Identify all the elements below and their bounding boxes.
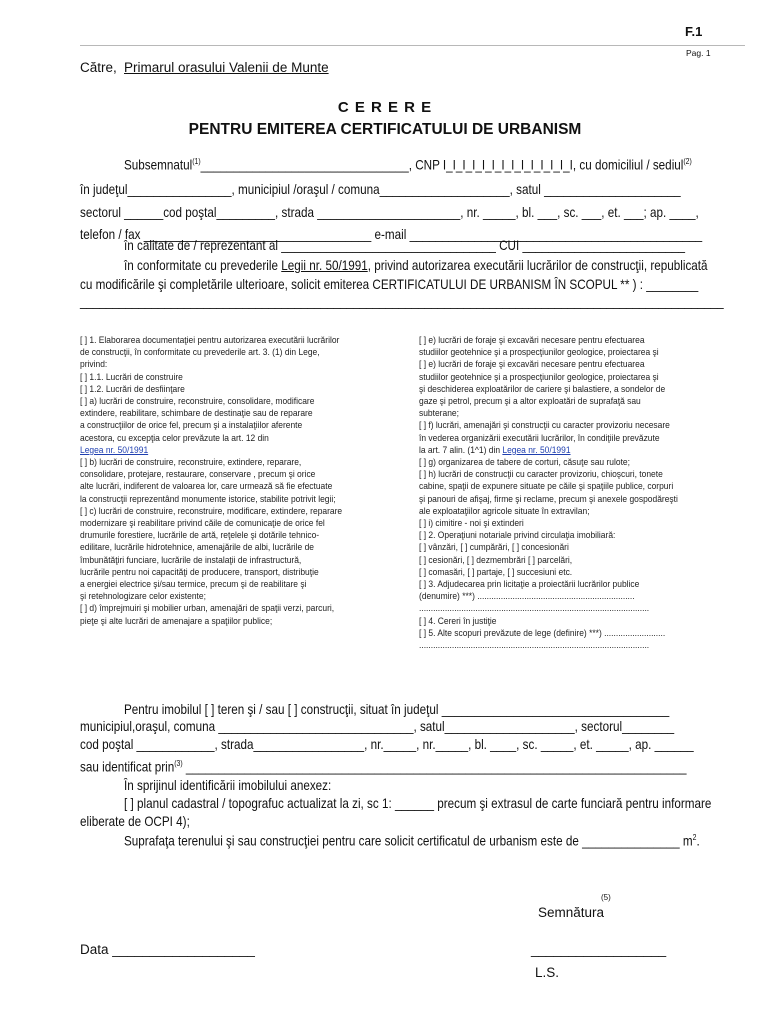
purpose-text: la art. 7 alin. (1^1) din Legea nr. 50/1991 [419,444,571,455]
applicant-line-county: în judeţul________________, municipiul /oraşul / comuna____________________, satul _____________________ [80,182,681,197]
purpose-text: şi panouri de afişaj, firme şi reclame, precum şi anexele gospodăreşti [419,493,678,504]
purpose-option[interactable]: [ ] c) lucrări de construire, reconstruire, modificare, extindere, reparare [80,505,343,516]
purpose-text: extindere, reabilitare, schimbare de destinaţie sau de reparare [80,408,313,419]
form-code: F.1 [685,24,703,39]
law-link[interactable]: Legea nr. 50/1991 [80,444,149,455]
purpose-option[interactable]: [ ] i) cimitire - noi şi extinderi [419,518,524,529]
applicant-line-representative: în calitate de / reprezentant al _________________________________ CUI _________________________ [124,238,686,253]
purpose-text: subterane; [419,408,459,419]
property-line-address: cod poştal ____________, strada_________________, nr._____, nr._____, bl. ____, sc. _____, et. _____, ap. ______ [80,737,694,752]
applicant-line-law: în conformitate cu prevederile Legii nr. 50/1991, privind autorizarea executării lucrărilor de construcţii, republicată [124,258,708,273]
purpose-text: la construcţii reprezentând monumente istorice, stabilite potrivit legii; [80,493,336,504]
law-link[interactable]: Legea nr. 50/1991 [502,444,571,455]
purpose-text: în vederea organizării executării lucrărilor, în condiţiile prevăzute [419,432,660,443]
addressee-value: Primarul orasului Valenii de Munte [124,60,329,75]
purpose-option[interactable]: [ ] comasări, [ ] partaje, [ ] succesiuni etc. [419,566,573,577]
purpose-text: (denumire) ***) ................................................................... [419,591,635,602]
purpose-text: îmbunătăţiri funciare, lucrările de instalaţii de infrastructură, [80,554,302,565]
property-line-type: Pentru imobilul [ ] teren şi / sau [ ] construcţii, situat în judeţul ___________________________________ [124,702,670,717]
addressee-label: Către, [80,60,117,75]
document-title: C E R E R E [337,99,433,116]
purpose-text: studiilor geotehnice şi a prospecţiunilor geologice, proiectarea şi [419,347,659,358]
purpose-text: acestora, cu excepţia celor prevăzute la art. 12 din [80,432,269,443]
purpose-text: lucrările pentru noi capacităţi de producere, transport, distribuţie [80,566,319,577]
purpose-text: a energiei electrice şi/sau termice, precum şi de reabilitare şi [80,579,307,590]
purpose-option[interactable]: [ ] 3. Adjudecarea prin licitaţie a proiectării lucrărilor publice [419,579,640,590]
purpose-option[interactable]: [ ] e) lucrări de foraje şi excavări necesare pentru efectuarea [419,359,645,370]
purpose-text: modernizare şi reabilitare privind căile de comunicaţie de orice fel [80,518,325,529]
purpose-text: cabine, spaţii de expunere situate pe căile şi spaţiile publice, corpuri [419,481,674,492]
purpose-text: şi retehnologizare celor existente; [80,591,206,602]
purpose-column-right [419,334,678,651]
page-number: Pag. 1 [686,48,711,58]
purpose-text: gaze şi petrol, precum şi a altor exploatări de suprafaţă sau [419,396,641,407]
purpose-option[interactable]: [ ] 4. Cereri în justiţie [419,615,497,626]
purpose-option[interactable]: [ ] 1. Elaborarea documentaţiei pentru autorizarea executării lucrărilor [80,335,340,345]
law-link[interactable]: Legii nr. 50/1991 [281,258,368,273]
date-field[interactable]: Data ___________________ [80,942,255,957]
purpose-option[interactable]: [ ] g) organizarea de tabere de corturi, căsuţe sau rulote; [419,457,630,468]
purpose-text: a construcţiilor de orice fel, precum şi a instalaţiilor aferente [80,420,303,431]
purpose-option[interactable]: [ ] 2. Operaţiuni notariale privind circulaţia imobiliară: [419,530,616,541]
purpose-option[interactable]: [ ] a) lucrări de construire, reconstruire, consolidare, modificare [80,396,315,407]
applicant-line-street: sectorul ______cod poştal_________, strada ______________________, nr. _____, bl. ___, sc. ___, et. ___; ap. ____, [80,205,699,220]
signature-field[interactable]: __________________ [531,942,667,957]
applicant-line-purpose: cu modificările şi completările ulterioare, solicit emiterea CERTIFICATULUI DE URBANISM ÎN SCOPUL ** ) : ________ [80,277,699,292]
purpose-column-left [80,334,342,627]
purpose-text: edilitare, lucrările hidrotehnice, amenajările de albi, lucrările de [80,542,314,553]
applicant-line-contact: telefon / fax ___________________________________ e-mail _____________________________________________ [80,227,703,242]
purpose-text: consolidare, protejare, restaurare, conservare , precum şi orice [80,469,316,480]
signature-label: Semnătura [538,905,605,920]
purpose-option[interactable]: [ ] 1.2. Lucrări de desfiinţare [80,383,185,394]
purpose-text: privind: [80,359,108,370]
property-line-surface: Suprafaţa terenului şi sau construcţiei pentru care solicit certificatul de urbanism este de _______________ $m^2$. [124,833,700,849]
purpose-option[interactable]: [ ] e) lucrări de foraje şi excavări necesare pentru efectuarea [419,335,645,345]
purpose-option[interactable]: [ ] 5. Alte scopuri prevăzute de lege (definire) ***) .......................... [419,627,666,638]
property-line-annex: În sprijinul identificării imobilului anexez: [124,778,332,793]
purpose-text: drumurile forestiere, lucrările de artă, reţelele şi dotările tehnico- [80,530,320,541]
signature-footnote: (5) [601,893,611,902]
purpose-text: .................................................................................................. [419,640,650,651]
purpose-option[interactable]: [ ] d) împrejmuiri şi mobilier urban, amenajări de spaţii verzi, parcuri, [80,603,335,614]
header-divider [80,45,745,46]
purpose-option[interactable]: [ ] cesionări, [ ] dezmembrări [ ] parcelări, [419,554,573,565]
purpose-text: de construcţii, în conformitate cu prevederile art. 3. (1) din Lege, [80,347,320,358]
purpose-option[interactable]: [ ] 1.1. Lucrări de construire [80,371,183,382]
property-line-plan: [ ] planul cadastral / topografuc actualizat la zi, sc 1: ______ precum şi extrasul de carte funciară pentru informare [124,796,712,811]
purpose-text: alte lucrări, indiferent de valoarea lor, care urmează să fie efectuate [80,481,333,492]
purpose-text: .................................................................................................. [419,603,650,614]
purpose-option[interactable]: [ ] vânzări, [ ] cumpărări, [ ] concesionări [419,542,569,553]
purpose-option[interactable]: [ ] b) lucrări de construire, reconstruire, extindere, reparare, [80,457,302,468]
purpose-option[interactable]: [ ] f) lucrări, amenajări şi construcţii cu caracter provizoriu necesare [419,420,670,431]
purpose-text: studiilor geotehnice şi a prospecţiunilor geologice, proiectarea şi [419,371,659,382]
purpose-text: pieţe şi alte lucrări de amenajare a spaţiilor publice; [80,615,273,626]
property-line-ocpi: eliberate de OCPI 4); [80,814,190,829]
property-line-locality: municipiul,oraşul, comuna ______________________________, satul____________________, sectorul________ [80,719,675,734]
document-subtitle: PENTRU EMITEREA CERTIFICATULUI DE URBANISM [188,121,582,138]
applicant-line-name: Subsemnatul$^{(1)}$________________________________, CNP I_I_I_I_I_I_I_I_I_I_I_I_I_I, cu domiciliul / sediul$^{(2)}$ [124,157,692,173]
stamp-label: L.S. [535,965,560,980]
applicant-line-blank: ___________________________________________________________________________________________________ [80,294,724,309]
purpose-option[interactable]: [ ] h) lucrări de construcţii cu caracter provizoriu, chioşcuri, tonete [419,469,663,480]
property-line-identification: sau identificat prin$^{(3)}$ _____________________________________________________________________________ [80,759,687,775]
purpose-text: şi deschiderea exploatărilor de cariere şi balastiere, a sondelor de [419,383,666,394]
purpose-text: ale exploataţiilor agricole situate în extravilan; [419,505,590,516]
